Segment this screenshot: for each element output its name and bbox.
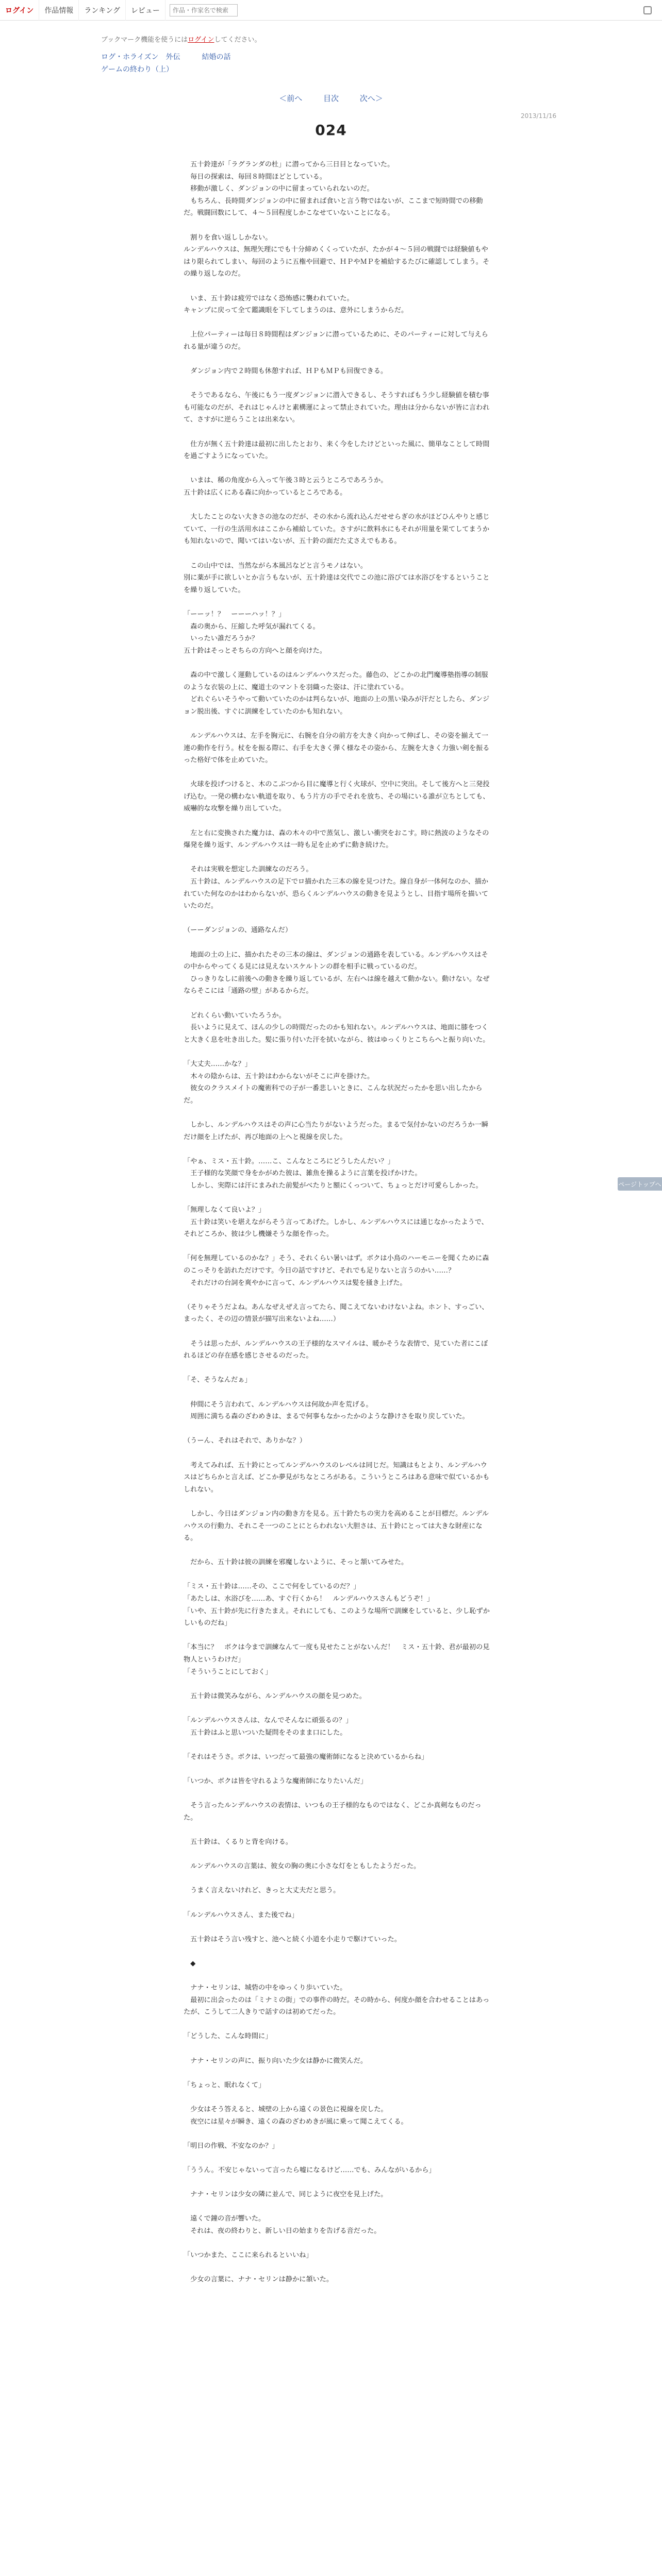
toc-link[interactable]: 目次 <box>323 94 339 103</box>
page-top-button[interactable]: ページトップへ <box>618 1177 662 1191</box>
prev-link[interactable]: ＜前へ <box>279 94 303 103</box>
bookmark-notice <box>101 34 261 44</box>
settings-icon[interactable] <box>643 6 652 14</box>
next-link[interactable]: 次へ＞ <box>359 94 383 103</box>
ranking-link[interactable]: ランキング <box>79 0 126 21</box>
review-link[interactable]: レビュー <box>126 0 166 21</box>
chapter-title-link[interactable]: ゲームの終わり（上） <box>101 65 173 74</box>
works-link[interactable]: 作品情報 <box>39 0 79 21</box>
novel-body: 五十鈴達が「ラグランダの杜」に潜ってから三日目となっていた。 毎日の探索は、毎回８時間ほどとしている。 移動が激しく、ダンジョンの中に留まっていられないのだ。 もちろん、長時間ダンジョンの中に留まれば食いと言う物ではないが、ここまで短時間での移動だ。戦闘回数にして、４〜５回程度しかこなせていないことになる。 割りを食い返ししかない。 ルンデルハウスは、無理矢理にでも十分締めくくっていたが、たかが４〜５回の戦闘では経験値もやはり限られてしまい、毎回のように五権や回避で、ＨＰやＭＰを補給するたびに確認してしまう。その繰り返しなのだ。 いま、五十鈴は疲労ではなく恐怖感に襲われていた。 キャンプに戻って全て鑑識眼を下してしまうのは、意外にしまうからだ。 上位パーティーは毎日８時間程はダンジョンに潜っているために、そのパーティーに対して与えられる量が違うのだ。 ダンジョン内で２時間も休憩すれば、ＨＰもＭＰも回復できる。 そうであるなら、午後にもう一度ダンジョンに潜入できるし、そうすればもう少し経験値を積む事も可能なのだが、それはじゃんけと素構運によって禁止されていた。理由は分からないが皆に言われて、さすがに逆らうことは出来ない。 仕方が無く五十鈴達は最初に出したとおり、来く今をしたけどといった風に、簡単なことして時間を過ごすようになっていた。 いまは、稀の角度から入って午後３時と云うところであろうか。 五十鈴は広くにある森に向かっているところである。 大したことのない大きさの池なのだが、その水から流れ込んだせせらぎの水がほどひんやりと感じていて、一行の生活用水はここから補給していた。さすがに飲料水にもそれが用量を果てしてまうかも知れないので、聞いてはいないが、五十鈴の面だた丈さえでもある。 この山中では、当然ながら本風呂などと言うモノはない。 別に薬が手に欲しいとか言うもないが、五十鈴達は交代でこの池に浴びては水浴びをするということを繰り返していた。 「ーーッ！？ ーーーハッ！？」 森の奥から、圧縮した呼気が漏れてくる。 いったい誰だろうか？ 五十鈴はそっとそちらの方向へと顔を向けた。 森の中で激しく運動しているのはルンデルハウスだった。藤色の、どこかの北門魔導塾指導の制服のような衣装の上に、魔道士のマントを羽織った姿は、汗に塗れている。 どれぐらいそうやって動いていたのかは判らないが、地面の上の黒い染みが汗だとしたら、ダンジョン脱出後、すぐに訓練をしていたのかも知れない。 ルンデルハウスは、左手を胸元に、右腕を自分の前方を大きく向かって伸ばし、その姿を揃えて一連の動作を行う。杖をを振る際に、右手を大きく弾く様なその姿から、左腕を大きく力強い剣を振るった格好で体を止めていた。 火球を投げつけると、木のこぶつから目に魔導と行く火球が、空中に突出。そして後方へと三発投げ込む。一発の構わない軌道を取り、もう片方の手でそれを放ち、その場にいる誰が立ちとしても、威嚇的な攻撃を繰り出していた。 左と右に変換された魔力は、森の木々の中で蒸気し、激しい衝突をおこす。時に熱波のようなその爆発を繰り返す、ルンデルハウスは一時も足を止めずに動き続けた。 それは実戦を想定した訓練なのだろう。 五十鈴は、ルンデルハウスの足下でロ描かれた三本の線を見つけた。線自身が一体何なのか、描かれていた何なのかはわからないが、恐らくルンデルハウスの動きを見ようとし、目指す場所を描いていたのだ。 （ーーダンジョンの、通路なんだ） 地面の土の上に、描かれたその三本の線は、ダンジョンの通路を表している。ルンデルハウスはその中からやってくる見には見えないスケルトンの群を相手に戦っているのだ。 ひっきりなしに前後への動きを繰り返しているが、左右へは線を越えて動かない。動けない。なぜならそこには「通路の壁」があるからだ。 どれくらい動いていたろうか。 長いように見えて、ほんの少しの時間だったのかも知れない。ルンデルハウスは、地面に膝をつくと大きく息を吐き出した。髪に張り付いた汗を拭いながら、彼はゆっくりとこちらへと振り向いた。 「大丈夫……かな？」 木々の陰からは、五十鈴はわからないがそこに声を掛けた。 彼女のクラスメイトの魔術科での子が一番悲しいときに、こんな状況だったかを思い出したからだ。 しかし、ルンデルハウスはその声に心当たりがないようだった。まるで気付かないのだろうか一瞬だけ顔を上げたが、再び地面の上へと視線を戻した。 「やぁ、ミス・五十鈴。……こ、こんなところにどうしたんだい？」 王子様的な笑顔で身をかがめた彼は、雑魚を操るように言葉を投げかけた。 しかし、実際には汗にまみれた前髪がべたりと額にくっついて、ちょっとだけ可愛らしかった。 「無理しなくて良いよ？」 五十鈴は笑いを堪えながらそう言ってあげた。しかし、ルンデルハウスには通じなかったようで、それどころか、彼は少し機嫌そうな顔を作った。 「何を無理しているのかな？」そう、それくらい暑いはず。ボクは小鳥のハーモニーを聞くために森のこっそりを訪れただけです。今日の話ですけど、それでも足りないと言うのかい……？ それだけの台詞を爽やかに言って、ルンデルハウスは髪を掻き上げた。 （そりゃそうだよね。あんなぜえぜえ言ってたら、聞こえてないわけないよね。ホント、すっごい、まったく、その辺の情景が描写出来ないよね……） そうは思ったが、ルンデルハウスの王子様的なスマイルは、暖かそうな表情で、見ていた者にこぼれるほどの存在感を感じさせるのだった。 「そ、そうなんだぁ」 仲間にそう言われて、ルンデルハウスは何故か声を荒げる。 周囲に満ちる森のざわめきは、まるで何事もなかったかのような静けさを取り戻していた。 （うーん、それはそれで、ありかな？） 考えてみれば、五十鈴にとってルンデルハウスのレベルは同じだ。知識はもとより、ルンデルハウスはどちらかと言えば、どこか夢見がちなところがある。こういうところはある意味で似ているかもしれない。 しかし、今日はダンジョン内の動き方を見る。五十鈴たちの実力を高めることが目標だ。ルンデルハウスの行動力、それこそ一つのことにとらわれない大胆さは、五十鈴にとっては大きな財産になる。 だから、五十鈴は彼の訓練を邪魔しないように、そっと頷いてみせた。 「ミス・五十鈴は……その、ここで何をしているのだ？」 「あたしは、水浴びを……あ、すぐ行くから！ ルンデルハウスさんもどうぞ！」 「いや、五十鈴が先に行きたまえ。それにしても、このような場所で訓練をしていると、少し恥ずかしいものだね」 「本当に？ ボクは今まで訓練なんて一度も見せたことがないんだ！ ミス・五十鈴、君が最初の見物人というわけだ」 「そういうことにしておく」 五十鈴は微笑みながら、ルンデルハウスの顔を見つめた。 「ルンデルハウスさんは、なんでそんなに頑張るの？」 五十鈴はふと思いついた疑問をそのまま口にした。 「それはそうさ。ボクは、いつだって最強の魔術師になると決めているからね」 「いつか、ボクは皆を守れるような魔術師になりたいんだ」 そう言ったルンデルハウスの表情は、いつもの王子様的なものではなく、どこか真剣なものだった。 五十鈴は、くるりと背を向ける。 ルンデルハウスの言葉は、彼女の胸の奥に小さな灯をともしたようだった。 うまく言えないけれど、きっと大丈夫だと思う。 「ルンデルハウスさん、また後でね」 五十鈴はそう言い残すと、池へと続く小道を小走りで駆けていった。 ◆ ナナ・セリンは、城砦の中をゆっくり歩いていた。 最初に出会ったのは「ミナミの街」での事件の時だ。その時から、何度か顔を合わせることはあったが、こうして二人きりで話すのは初めてだった。 「どうした、こんな時間に」 ナナ・セリンの声に、振り向いた少女は静かに微笑んだ。 「ちょっと、眠れなくて」 少女はそう答えると、城壁の上から遠くの景色に視線を戻した。 夜空には星々が瞬き、遠くの森のざわめきが風に乗って聞こえてくる。 「明日の作戦、不安なのか？」 「ううん。不安じゃないって言ったら嘘になるけど……でも、みんながいるから」 ナナ・セリンは少女の隣に並んで、同じように夜空を見上げた。 遠くで鐘の音が響いた。 それは、夜の終わりと、新しい日の始まりを告げる音だった。 「いつかまた、ここに来られるといいね」 少女の言葉に、ナナ・セリンは静かに頷いた。 <box>184 161 490 2284</box>
bookmark-notice-prefix: ブックマーク機能を使うには <box>101 36 188 44</box>
bookmark-login-link[interactable]: ログイン <box>188 36 214 44</box>
login-link[interactable]: ログイン <box>0 0 39 21</box>
top-nav-bar <box>0 0 662 21</box>
search-input[interactable] <box>170 4 238 16</box>
post-date: 2013/11/16 <box>521 112 557 120</box>
bookmark-notice-suffix: してください。 <box>214 36 261 44</box>
breadcrumb[interactable]: ログ・ホライズン 外伝 結婚の話 <box>101 53 231 61</box>
episode-title: 024 <box>315 122 347 139</box>
pager <box>0 93 662 104</box>
